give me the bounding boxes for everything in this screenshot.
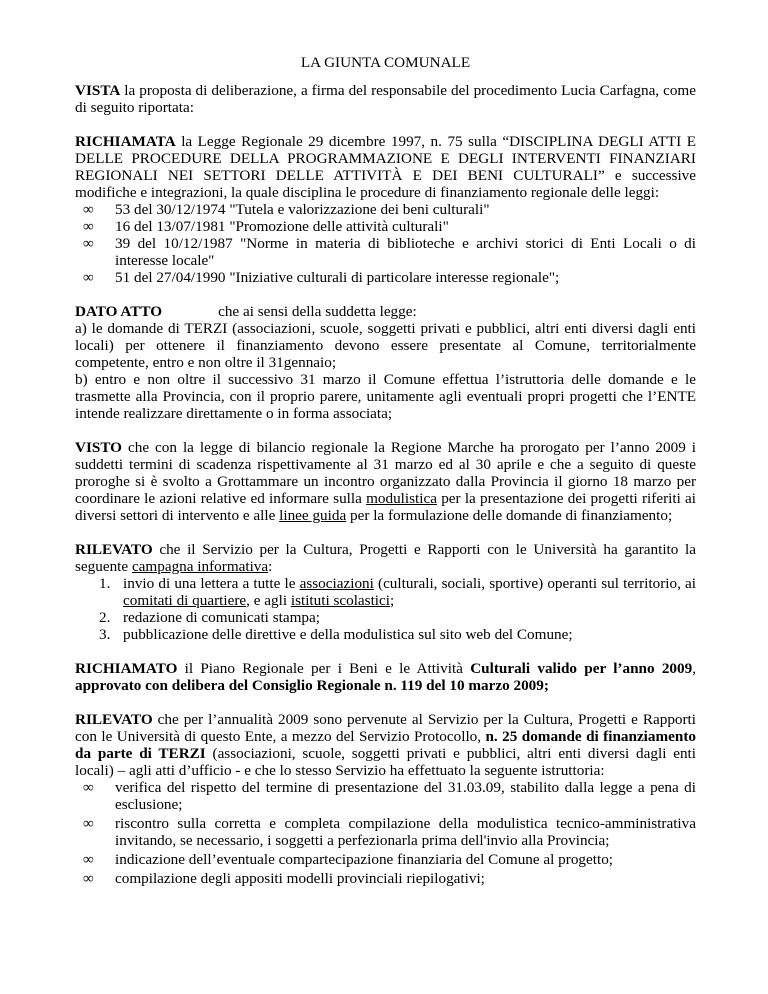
paragraph-text: che per l’annualità 2009 sono pervenute al Servizio per la Cultura, Progetti e Rapporti con le Università di questo Ente, a mezzo del Servizio Protocollo,	[75, 711, 696, 745]
paragraph-text: il Piano Regionale per i Beni e le Attività	[177, 660, 471, 677]
bullet-icon: ∞	[83, 851, 94, 868]
list-item-text: compilazione degli appositi modelli provinciali riepilogativi;	[115, 870, 485, 887]
list-number: 1.	[99, 575, 111, 592]
list-item	[75, 575, 696, 609]
list-item	[75, 269, 696, 286]
paragraph-text: per la presentazione dei progetti riferiti ai diversi settori di intervento e alle	[75, 490, 696, 524]
link-modulistica: modulistica	[366, 490, 437, 507]
list-item-text: redazione di comunicati stampa;	[123, 609, 320, 626]
list-item-text: , e agli	[246, 592, 291, 609]
list-item-text: indicazione dell’eventuale compartecipazione finanziaria del Comune al progetto;	[115, 851, 614, 868]
paragraph-text: la proposta di deliberazione, a firma del responsabile del procedimento Lucia Carfagna, come di seguito riportata:	[75, 82, 696, 116]
keyword-dato-atto: DATO ATTO	[75, 303, 163, 320]
bullet-icon: ∞	[83, 815, 94, 832]
underlined-campagna: campagna informativa	[131, 558, 269, 575]
keyword-visto: VISTO	[75, 439, 122, 456]
list-item	[75, 235, 696, 269]
list-item	[75, 815, 696, 849]
list-item-text: pubblicazione delle direttive e della modulistica sul sito web del Comune;	[123, 626, 573, 643]
keyword-richiamata: RICHIAMATA	[75, 133, 176, 150]
underlined-associazioni: associazioni	[299, 575, 374, 592]
list-item	[75, 609, 696, 626]
paragraph-intro	[75, 541, 696, 575]
list-item-text: riscontro sulla corretta e completa compilazione della modulistica tecnico-amministrativa invitando, se necessario, i soggetti a perfezionarla prima dell'invio alla Provincia;	[115, 815, 696, 849]
list-item	[75, 626, 696, 643]
paragraph-text: che ai sensi della suddetta legge:	[218, 303, 417, 320]
list-item	[75, 201, 696, 218]
paragraph-text: (associazioni, scuole, soggetti privati e pubblici, altri enti diversi dagli enti locali) – agli atti d’ufficio - e che lo stesso Servizio ha effettuato la seguente istruttoria:	[75, 745, 696, 779]
clause-b: b) entro e non oltre il successivo 31 marzo il Comune effettua l’istruttoria delle domande e le trasmette alla Provincia, con il proprio parere, unitamente agli eventuali propri progetti che l’ENTE intende realizzare direttamente o in forma associata;	[75, 371, 696, 422]
paragraph-dato-atto	[75, 303, 696, 422]
link-linee-guida: linee guida	[279, 507, 347, 524]
list-item	[75, 870, 696, 887]
list-item	[75, 851, 696, 868]
paragraph-text: che il Servizio per la Cultura, Progetti e Rapporti con le Università ha garantito la seguente	[75, 541, 696, 575]
list-item-text: 39 del 10/12/1987 "Norme in materia di biblioteche e archivi storici di Enti Locali o di interesse locale"	[115, 235, 696, 269]
bullet-icon: ∞	[83, 218, 94, 235]
paragraph-text: per la formulazione delle domande di finanziamento;	[346, 507, 673, 524]
laws-list	[75, 201, 696, 286]
paragraph-intro	[75, 303, 696, 320]
paragraph-intro	[75, 133, 696, 201]
paragraph-text: :	[268, 558, 273, 575]
paragraph-text: la Legge Regionale 29 dicembre 1997, n. 75 sulla “DISCIPLINA DEGLI ATTI E DELLE PROCEDURE DELLA PROGRAMMAZIONE E DEGLI INTERVENTI FINANZIARI REGIONALI NEI SETTORI DELLE ATTIVITÀ E DEI BENI CULTURALI” e successive modifiche e integrazioni, la quale disciplina le procedure di finanziamento regionale delle leggi:	[75, 133, 696, 201]
paragraph-visto	[75, 439, 696, 524]
paragraph-rilevato-campagna	[75, 541, 696, 643]
list-item-text: invio di una lettera a tutte le	[123, 575, 300, 592]
paragraph-richiamata	[75, 133, 696, 286]
keyword-rilevato: RILEVATO	[75, 541, 153, 558]
paragraph-intro	[75, 711, 696, 779]
clause-a: a) le domande di TERZI (associazioni, scuole, soggetti privati e pubblici, altri enti diversi dagli enti locali) per ottenere il finanziamento devono essere presentate al Comune, territorialmente competente, entro e non oltre il 31gennaio;	[75, 320, 696, 371]
list-item-text: verifica del rispetto del termine di presentazione del 31.03.09, stabilito dalla legge a pena di esclusione;	[115, 779, 696, 813]
bold-text: approvato con delibera del Consiglio Regionale n. 119 del 10 marzo 2009;	[75, 677, 549, 694]
keyword-vista: VISTA	[75, 82, 121, 99]
underlined-comitati: comitati di quartiere	[123, 592, 247, 609]
bullet-icon: ∞	[83, 235, 94, 252]
list-item-text: ;	[389, 592, 395, 609]
bullet-icon: ∞	[83, 201, 94, 218]
list-number: 2.	[99, 609, 111, 626]
document-title: LA GIUNTA COMUNALE	[300, 54, 471, 71]
list-item-text: 53 del 30/12/1974 "Tutela e valorizzazione dei beni culturali"	[115, 201, 490, 218]
list-item	[75, 779, 696, 813]
list-item	[75, 218, 696, 235]
list-number: 3.	[99, 626, 111, 643]
bold-text: Culturali valido per l’anno 2009	[470, 660, 693, 677]
list-item-text: (culturali, sociali, sportive) operanti sul territorio, ai	[373, 575, 696, 592]
paragraph-vista	[75, 82, 696, 116]
bullet-icon: ∞	[83, 269, 94, 286]
paragraph-richiamato	[75, 660, 696, 694]
list-item-text: 16 del 13/07/1981 "Promozione delle attività culturali"	[115, 218, 449, 235]
list-item-text: 51 del 27/04/1990 "Iniziative culturali di particolare interesse regionale";	[115, 269, 560, 286]
campaign-list	[75, 575, 696, 643]
keyword-rilevato: RILEVATO	[75, 711, 153, 728]
paragraph-rilevato-domande	[75, 711, 696, 887]
keyword-richiamato: RICHIAMATO	[75, 660, 178, 677]
underlined-istituti: istituti scolastici	[290, 592, 390, 609]
bullet-icon: ∞	[83, 870, 94, 887]
paragraph-text: che con la legge di bilancio regionale la Regione Marche ha prorogato per l’anno 2009 i suddetti termini di scadenza rispettivamente al 31 marzo ed al 30 aprile e che a seguito di queste proroghe si è svolto a Grottammare un incontro organizzato dalla Provincia il giorno 18 marzo per coordinare le azioni relative ed informare sulla	[75, 439, 696, 507]
bold-text: n. 25 domande di finanziamento da parte di TERZI	[75, 728, 696, 762]
bullet-icon: ∞	[83, 779, 94, 796]
istruttoria-list	[75, 779, 696, 887]
paragraph-text: ,	[692, 660, 696, 677]
